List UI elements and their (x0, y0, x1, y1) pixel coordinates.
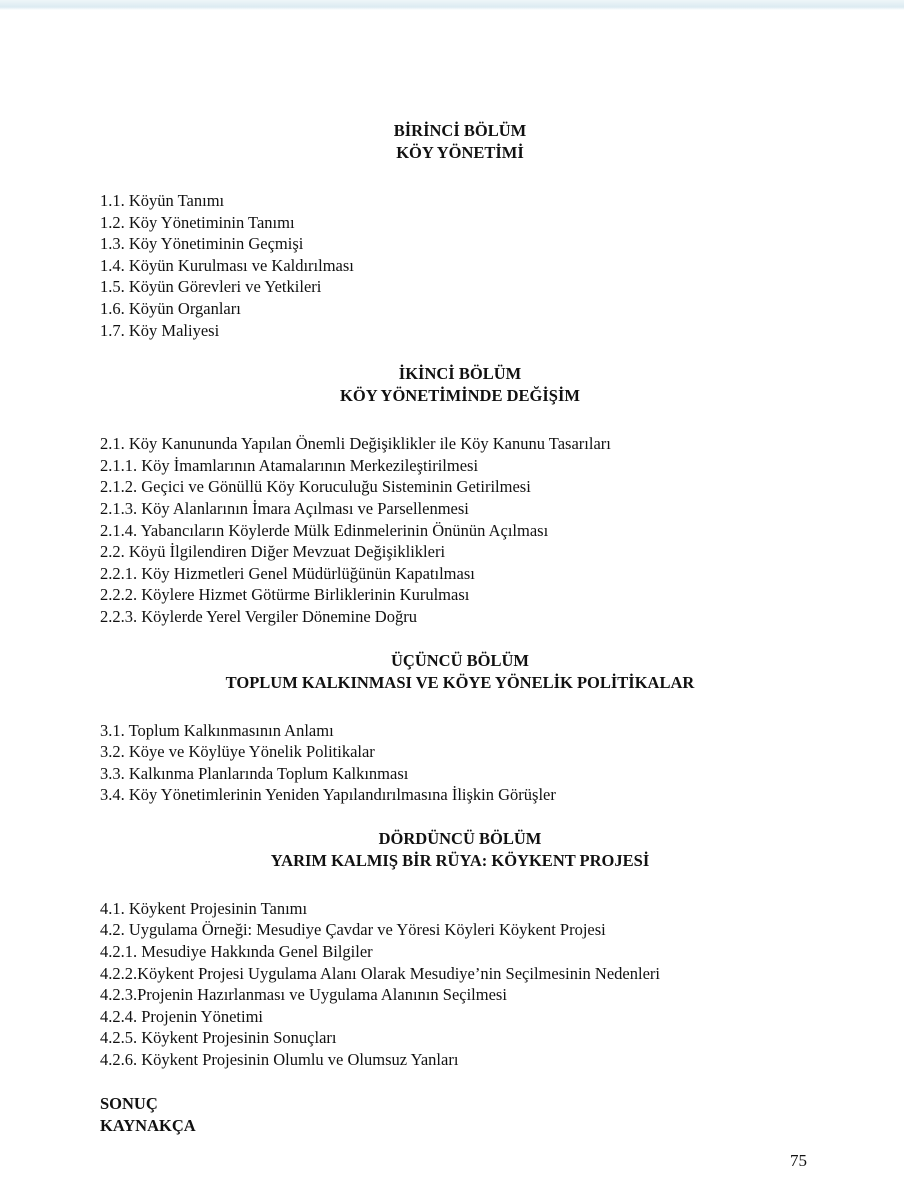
toc-entry: 2.1.1. Köy İmamlarının Atamalarının Merkezileştirilmesi (100, 455, 479, 475)
section-part-label: ÜÇÜNCÜ BÖLÜM (391, 650, 529, 670)
toc-entry: 4.2.6. Köykent Projesinin Olumlu ve Olumsuz Yanları (100, 1050, 459, 1070)
section-title: TOPLUM KALKINMASI VE KÖYE YÖNELİK POLİTİKALAR (225, 672, 695, 692)
section-part-label: İKİNCİ BÖLÜM (398, 364, 522, 384)
toc-entry: 1.3. Köy Yönetiminin Geçmişi (100, 234, 304, 254)
section-title: YARIM KALMIŞ BİR RÜYA: KÖYKENT PROJESİ (270, 850, 650, 870)
section-heading (100, 828, 820, 872)
section-heading (100, 120, 820, 164)
toc-entry: 4.2.4. Projenin Yönetimi (100, 1006, 264, 1026)
toc-entry: 3.2. Köye ve Köylüye Yönelik Politikalar (100, 742, 375, 762)
toc-entry: 4.1. Köykent Projesinin Tanımı (100, 898, 308, 918)
conclusion-entry: SONUÇ (100, 1093, 158, 1113)
references-entry: KAYNAKÇA (100, 1115, 196, 1135)
toc-entry: 2.2.3. Köylerde Yerel Vergiler Dönemine Doğru (100, 606, 417, 626)
section-heading (100, 650, 820, 694)
toc-entry: 4.2.3.Projenin Hazırlanması ve Uygulama Alanının Seçilmesi (100, 985, 507, 1005)
section-item-list (100, 898, 820, 1071)
toc-entry: 2.1.4. Yabancıların Köylerde Mülk Edinmelerinin Önünün Açılması (100, 520, 549, 540)
toc-entry: 4.2. Uygulama Örneği: Mesudiye Çavdar ve Yöresi Köyleri Köykent Projesi (100, 920, 606, 940)
toc-entry: 3.1. Toplum Kalkınmasının Anlamı (100, 720, 334, 740)
section-title: KÖY YÖNETİMİNDE DEĞİŞİM (340, 386, 580, 406)
top-header-rule (0, 0, 904, 10)
toc-entry: 1.6. Köyün Organları (100, 298, 241, 318)
page-number: 75 (790, 1151, 807, 1170)
toc-entry: 1.5. Köyün Görevleri ve Yetkileri (100, 277, 322, 297)
toc-section-2 (100, 363, 820, 627)
toc-section-3 (100, 650, 820, 806)
section-part-label: BİRİNCİ BÖLÜM (393, 121, 527, 140)
toc-entry: 4.2.1. Mesudiye Hakkında Genel Bilgiler (100, 942, 373, 962)
toc-entry: 2.1.2. Geçici ve Gönüllü Köy Koruculuğu Sisteminin Getirilmesi (100, 477, 531, 497)
toc-section-1 (100, 120, 820, 341)
toc-entry: 1.7. Köy Maliyesi (100, 320, 220, 340)
section-title: KÖY YÖNETİMİ (396, 143, 524, 162)
toc-entry: 2.2. Köyü İlgilendiren Diğer Mevzuat Değişiklikleri (100, 542, 446, 562)
toc-entry: 2.1. Köy Kanununda Yapılan Önemli Değişiklikler ile Köy Kanunu Tasarıları (100, 434, 611, 454)
toc-section-4 (100, 828, 820, 1071)
toc-entry: 2.2.2. Köylere Hizmet Götürme Birliklerinin Kurulması (100, 585, 470, 605)
toc-entry: 3.4. Köy Yönetimlerinin Yeniden Yapılandırılmasına İlişkin Görüşler (100, 785, 556, 805)
section-part-label: DÖRDÜNCÜ BÖLÜM (378, 828, 542, 848)
toc-entry: 3.3. Kalkınma Planlarında Toplum Kalkınması (100, 763, 409, 783)
toc-entry: 4.2.5. Köykent Projesinin Sonuçları (100, 1028, 337, 1048)
toc-entry: 1.4. Köyün Kurulması ve Kaldırılması (100, 255, 354, 275)
toc-entry: 4.2.2.Köykent Projesi Uygulama Alanı Olarak Mesudiye’nin Seçilmesinin Nedenleri (100, 963, 660, 983)
closing-entries (100, 1093, 820, 1137)
section-item-list (100, 720, 820, 806)
section-item-list (100, 433, 820, 627)
toc-entry: 2.2.1. Köy Hizmetleri Genel Müdürlüğünün Kapatılması (100, 563, 475, 583)
toc-entry: 1.2. Köy Yönetiminin Tanımı (100, 212, 295, 232)
toc-entry: 1.1. Köyün Tanımı (100, 191, 225, 210)
section-item-list (100, 190, 820, 341)
toc-entry: 2.1.3. Köy Alanlarının İmara Açılması ve Parsellenmesi (100, 498, 469, 518)
table-of-contents (100, 120, 820, 1137)
section-heading (100, 363, 820, 407)
